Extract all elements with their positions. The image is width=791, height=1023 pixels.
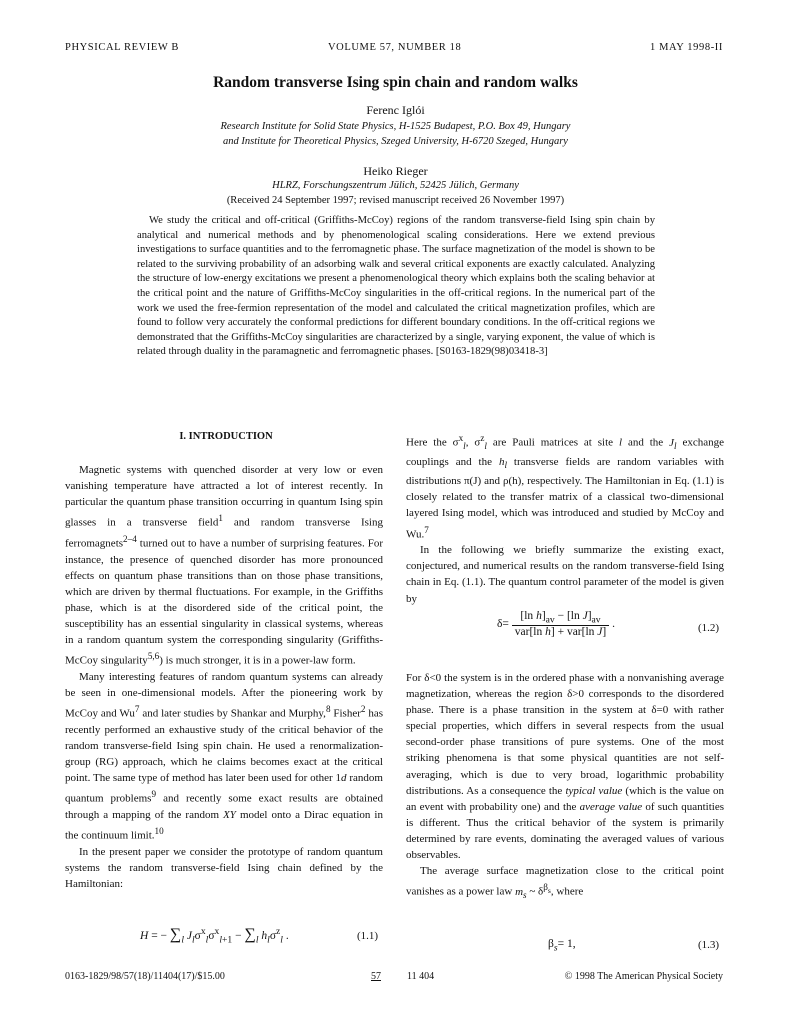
paper-title: Random transverse Ising spin chain and random walks	[213, 74, 578, 91]
right-column	[406, 430, 724, 607]
page-number: 11 404	[407, 971, 435, 982]
author-name: Heiko Rieger	[363, 164, 428, 178]
author-name: Ferenc Iglói	[366, 103, 425, 117]
equation-beta-s: $\beta_s= 1$,	[548, 938, 576, 954]
left-column	[65, 462, 383, 892]
equation-control-parameter: δ= $\frac{[\ln h]_{av} - [\ln J]_{av}}{\text{var[ln h] + var[ln J]}}$ .	[497, 610, 615, 639]
affiliation: HLRZ, Forschungszentrum Jülich, 52425 Jülich, Germany	[272, 180, 519, 191]
affiliation: and Institute for Theoretical Physics, Szeged University, H-6720 Szeged, Hungary	[223, 136, 568, 147]
paragraph: Here the $\sigma^x_l$, $\sigma^z_l$ are Pauli matrices at site l and the $J_l$ exchange couplings and the $h_l$ transverse fields are random variables with distributions π(J) and ρ(h), respectively. The Hamiltonian in Eq. (1.1) is closely related to the transfer matrix of a classical two-dimensional layered Ising model, which was introduced and studied by McCoy and Wu.$^7$	[406, 433, 724, 541]
footer-volume: 57	[371, 971, 381, 982]
abstract	[137, 214, 655, 360]
equation-number: (1.1)	[357, 930, 379, 942]
equation-number: (1.3)	[698, 939, 720, 951]
paragraph: Magnetic systems with quenched disorder at very low or even vanishing temperature have attracted a lot of interest recently. In particular the quantum phase transition occurring in quantum Ising spin glasses in a transverse field$^1$ and random transverse Ising ferromagnets$^{2-4}$ turned out to have a number of surprising features. For instance, the presence of quenched disorder has more pronounced effects on quantum phase transitions than on those phase transitions, which are driven by thermal fluctuations. For example, in the Griffiths phase, which is at the disordered side of the critical point, the susceptibility has an essential singularity in classical systems, whereas in a random quantum system the corresponding singularity (Griffiths-McCoy singularity$^{5,6}$) is much stronger, it is in a power-law form.	[65, 464, 383, 667]
equation-number: (1.2)	[698, 622, 720, 634]
footer-publisher: © 1998 The American Physical Society	[564, 971, 723, 982]
footer-copyright-code: 0163-1829/98/57(18)/11404(17)/$15.00	[65, 971, 225, 982]
paragraph: In the present paper we consider the prototype of random quantum systems the random transverse-field Ising chain defined by the Hamiltonian:	[65, 846, 383, 891]
paragraph: For δ<0 the system is in the ordered phase with a nonvanishing average magnetization, whereas the region δ>0 corresponds to the disordered phase. There is a phase transition in the system at δ=0 with rather special properties, which differs in several respects from the usual second-order phase transitions of pure systems. One of the most striking phenomena is that some physical quantities are not self-averaging, which is due to very broad, logarithmic probability distributions. As a consequence the typical value (which is the value on an event with probability one) and the average value of such quantities is different. Thus the critical behavior of the system is primarily determined by rare events, dominating the averaged values of various observables.	[406, 672, 724, 862]
equation-hamiltonian: H = − $\sum_l$ $J_l\sigma^x_l\sigma^x_{l+1} - \sum_l$ $h_l\sigma^z_l$ .	[140, 926, 289, 946]
affiliation: Research Institute for Solid State Physics, H-1525 Budapest, P.O. Box 49, Hungary	[220, 121, 571, 132]
journal-name: PHYSICAL REVIEW B	[65, 42, 180, 53]
received-dates: (Received 24 September 1997; revised manuscript received 26 November 1997)	[226, 195, 565, 206]
abstract-text: We study the critical and off-critical (Griffiths-McCoy) regions of the random transverse-field Ising spin chain by analytical and numerical methods and by phenomenological scaling considerations. Here we extend previous investigations to surface quantities and to the ferromagnetic phase. The surface magnetization of the model is shown to be related to the surviving probability of an adsorbing walk and several critical exponents are exactly calculated. Analyzing the structure of low-energy excitations we present a phenomenological theory which explains both the scaling behavior at the critical point and the nature of Griffiths-McCoy singularities in the off-critical regions. In the numerical part of the work we used the free-fermion representation of the model and calculated the critical magnetization profiles, which are found to follow very accurately the conformal predictions for different boundary conditions. In the off-critical regions we demonstrated that the Griffiths-McCoy singularities are characterized by a single, varying exponent, the value of which is related through duality in the paramagnetic and ferromagnetic phases. [S0163-1829(98)03418-3]	[137, 215, 655, 358]
section-heading: I. INTRODUCTION	[179, 431, 273, 442]
volume-number: VOLUME 57, NUMBER 18	[328, 42, 462, 53]
paragraph: In the following we briefly summarize the existing exact, conjectured, and numerical results on the random transverse-field Ising chain in Eq. (1.1). The quantum control parameter of the model is given by	[406, 544, 724, 605]
right-column-continued	[406, 670, 724, 903]
paragraph: The average surface magnetization close to the critical point vanishes as a power law $m_s$ ~ $\delta^{\beta_s}$, where	[406, 865, 724, 901]
paragraph: Many interesting features of random quantum systems can already be seen in one-dimensional models. After the pioneering work by McCoy and Wu$^7$ and later studies by Shankar and Murphy,$^8$ Fisher$^2$ has recently performed an exhaustive study of the critical behavior of the random transverse-field Ising spin chain. He used a renormalization-group (RG) approach, which he claims becomes exact at the critical point. The same type of method has later been used for other 1d random quantum problems$^9$ and recently some exact results are obtained through a mapping of the random XY model onto a Dirac equation in the continuum limit.$^{10}$	[65, 671, 384, 842]
issue-date: 1 MAY 1998-II	[650, 42, 723, 53]
